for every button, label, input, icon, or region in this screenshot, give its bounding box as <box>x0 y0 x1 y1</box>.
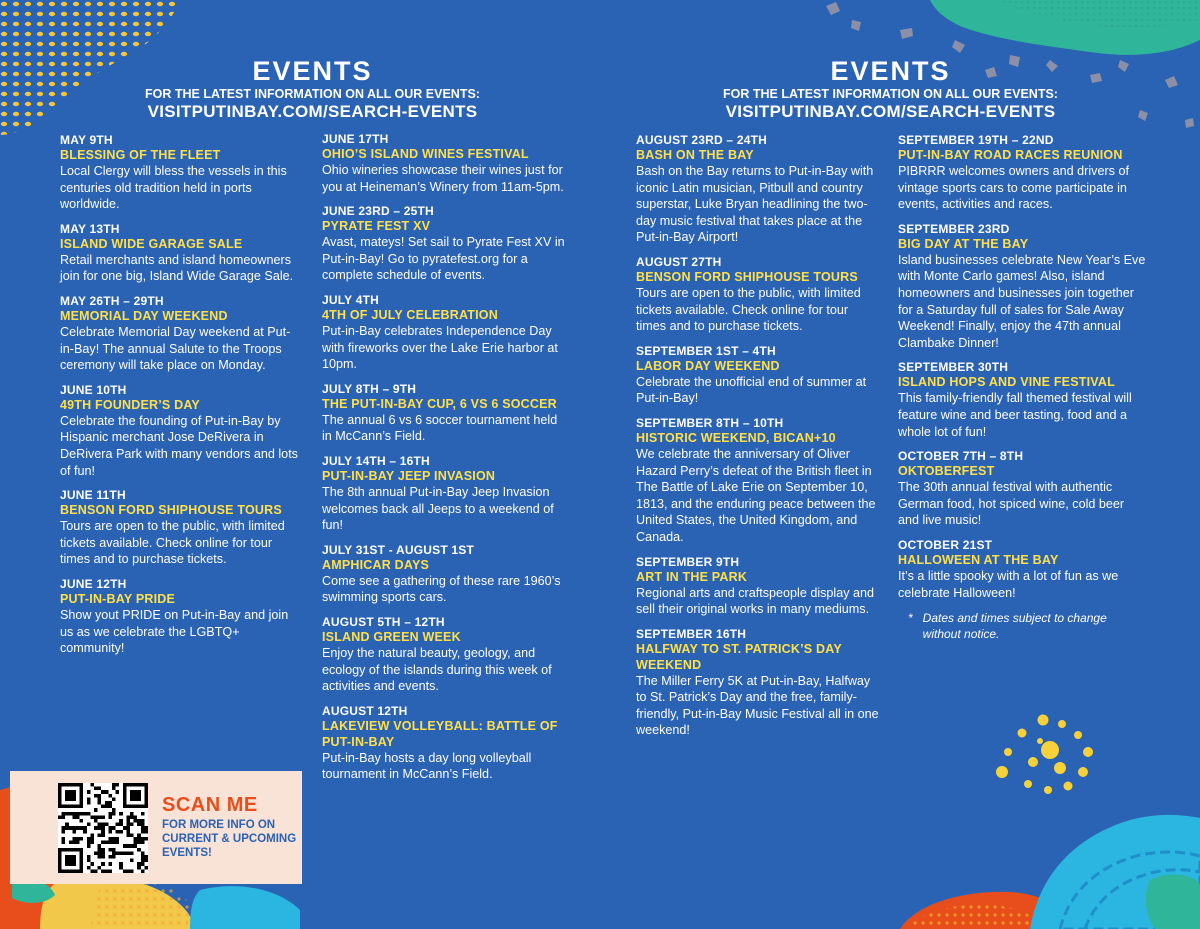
event-name: PUT-IN-BAY JEEP INVASION <box>322 468 496 483</box>
event-item <box>60 294 300 374</box>
event-date: SEPTEMBER 8TH – 10TH <box>636 415 784 430</box>
event-name: MEMORIAL DAY WEEKEND <box>60 308 228 323</box>
event-name: AMPHICAR DAYS <box>322 557 430 572</box>
events-title: EVENTS <box>252 56 373 86</box>
event-item <box>636 255 881 335</box>
event-date: JUNE 23RD – 25TH <box>322 204 434 219</box>
event-description: Celebrate Memorial Day weekend at Put-in-Bay! The annual Salute to the Troops ceremony will take place on Monday. <box>60 324 291 373</box>
events-title: EVENTS <box>830 56 951 86</box>
events-subtitle: FOR THE LATEST INFORMATION ON ALL OUR EVENTS: <box>723 87 1058 101</box>
event-name: 49TH FOUNDER’S DAY <box>60 397 200 412</box>
event-date: SEPTEMBER 23RD <box>898 221 1010 236</box>
event-date: OCTOBER 21ST <box>898 537 993 552</box>
event-name: PUT-IN-BAY PRIDE <box>60 591 176 606</box>
asterisk: * <box>908 611 913 626</box>
events-url-link[interactable]: VISITPUTINBAY.COM/SEARCH-EVENTS <box>147 102 478 121</box>
event-date: SEPTEMBER 30TH <box>898 360 1009 375</box>
event-date: MAY 26TH – 29TH <box>60 293 164 308</box>
event-name: HALFWAY TO ST. PATRICK’S DAY WEEKEND <box>636 641 842 672</box>
event-item <box>898 222 1148 352</box>
event-name: ISLAND GREEN WEEK <box>322 629 461 644</box>
event-item <box>322 615 567 695</box>
event-item <box>60 577 300 657</box>
event-item <box>898 538 1148 601</box>
event-item <box>322 704 567 783</box>
event-item <box>636 555 881 618</box>
event-description: The Miller Ferry 5K at Put-in-Bay, Halfway to St. Patrick’s Day and the free, family-friendly, Put-in-Bay Music Festival all in one weekend! <box>636 673 879 738</box>
event-description: This family-friendly fall themed festival will feature wine and beer tasting, food and a whole lot of fun! <box>898 391 1132 439</box>
event-description: Tours are open to the public, with limited tickets available. Check online for tour times and to purchase tickets. <box>636 285 861 334</box>
event-description: Tours are open to the public, with limited tickets available. Check online for tour times and to purchase tickets. <box>60 519 285 567</box>
event-description: Avast, mateys! Set sail to Pyrate Fest XV in Put-in-Bay! Go to pyratefest.org for a complete schedule of events. <box>322 235 565 283</box>
event-item <box>322 382 567 445</box>
event-description: Celebrate the founding of Put-in-Bay by Hispanic merchant Jose DeRivera in DeRivera Park with many vendors and lots of fun! <box>60 413 298 478</box>
event-name: BASH ON THE BAY <box>636 148 754 162</box>
cyan-blob-left <box>190 886 300 929</box>
event-item <box>322 293 567 373</box>
event-description: The 8th annual Put-in-Bay Jeep Invasion welcomes back all Jeeps to a weekend of fun! <box>322 484 554 533</box>
event-date: AUGUST 5TH – 12TH <box>322 614 445 629</box>
event-date: JULY 14TH – 16TH <box>322 453 430 468</box>
event-description: Put-in-Bay celebrates Independence Day with fireworks over the Lake Erie harbor at 10pm. <box>322 323 558 372</box>
event-description: Retail merchants and island homeowners join for one big, Island Wide Garage Sale. <box>60 252 294 284</box>
event-description: Put-in-Bay hosts a day long volleyball tournament in McCann’s Field. <box>322 750 532 782</box>
events-column-2 <box>322 132 567 792</box>
left-events-header <box>120 56 505 122</box>
event-date: SEPTEMBER 1ST – 4TH <box>636 343 776 358</box>
event-date: SEPTEMBER 16TH <box>636 626 747 641</box>
scan-me-callout <box>162 795 297 860</box>
event-name: ART IN THE PARK <box>636 569 748 584</box>
event-date: AUGUST 27TH <box>636 254 722 269</box>
event-date: SEPTEMBER 9TH <box>636 554 740 569</box>
event-date: AUGUST 12TH <box>322 703 408 718</box>
event-date: OCTOBER 7TH – 8TH <box>898 449 1024 464</box>
event-date: MAY 13TH <box>60 221 120 236</box>
event-item <box>60 488 300 568</box>
event-name: BENSON FORD SHIPHOUSE TOURS <box>60 503 282 518</box>
event-date: AUGUST 23RD – 24TH <box>636 133 767 147</box>
event-description: Regional arts and craftspeople display and sell their original works in many mediums. <box>636 585 875 617</box>
dates-disclaimer <box>908 610 1148 642</box>
event-description: Bash on the Bay returns to Put-in-Bay with iconic Latin musician, Pitbull and country superstar, Luke Bryan headlining the two-day music festival that takes place at the Put-in-Bay Airport! <box>636 164 874 245</box>
event-description: Ohio wineries showcase their wines just for you at Heineman’s Winery from 11am-5pm. <box>322 163 564 194</box>
event-name: PYRATE FEST XV <box>322 219 431 234</box>
event-item <box>898 133 1148 213</box>
event-item <box>636 627 881 739</box>
yellow-dot-ring <box>996 715 1093 795</box>
event-description: PIBRRR welcomes owners and drivers of vintage sports cars to come participate in events, activities and races. <box>898 164 1129 212</box>
event-name: 4TH OF JULY CELEBRATION <box>322 307 498 322</box>
event-item <box>636 344 881 407</box>
event-name: LABOR DAY WEEKEND <box>636 358 780 373</box>
event-date: JULY 31ST - AUGUST 1ST <box>322 542 474 557</box>
event-description: Local Clergy will bless the vessels in this centuries old tradition held in ports worldwide. <box>60 164 287 212</box>
events-column-1 <box>60 133 300 666</box>
event-date: JUNE 12TH <box>60 576 127 591</box>
right-events-header <box>698 56 1083 122</box>
event-description: The 30th annual festival with authentic German food, hot spiced wine, cold beer and live music! <box>898 480 1125 528</box>
event-item <box>898 360 1148 440</box>
event-item <box>322 543 567 606</box>
event-date: SEPTEMBER 19TH – 22ND <box>898 133 1054 147</box>
event-item <box>898 449 1148 529</box>
event-date: JUNE 11TH <box>60 488 126 503</box>
event-description: Come see a gathering of these rare 1960’s swimming sports cars. <box>322 573 561 605</box>
event-item <box>60 383 300 479</box>
event-date: MAY 9TH <box>60 133 113 147</box>
event-date: JUNE 10TH <box>60 382 127 397</box>
event-description: Enjoy the natural beauty, geology, and ecology of the islands during this week of activities and events. <box>322 645 552 694</box>
event-name: BENSON FORD SHIPHOUSE TOURS <box>636 269 858 284</box>
event-description: We celebrate the anniversary of Oliver Hazard Perry’s defeat of the British fleet in The Battle of Lake Erie on September 10, 1813, and the enduring peace between the United States, the United Kingdom, and Canada. <box>636 446 876 544</box>
event-date: JULY 4TH <box>322 292 379 307</box>
event-date: JUNE 17TH <box>322 132 389 146</box>
events-url-link[interactable]: VISITPUTINBAY.COM/SEARCH-EVENTS <box>725 102 1056 121</box>
event-description: The annual 6 vs 6 soccer tournament held in McCann’s Field. <box>322 412 558 444</box>
events-subtitle: FOR THE LATEST INFORMATION ON ALL OUR EVENTS: <box>145 87 480 101</box>
event-item <box>636 416 881 546</box>
event-name: HALLOWEEN AT THE BAY <box>898 552 1059 567</box>
event-item <box>60 222 300 285</box>
events-column-4 <box>898 133 1148 642</box>
event-name: BIG DAY AT THE BAY <box>898 236 1029 251</box>
event-item <box>322 132 567 195</box>
event-name: OHIO’S ISLAND WINES FESTIVAL <box>322 147 529 161</box>
event-name: HISTORIC WEEKEND, BICAN+10 <box>636 430 836 445</box>
event-item <box>322 204 567 284</box>
event-description: Show yout PRIDE on Put-in-Bay and join us as we celebrate the LGBTQ+ community! <box>60 607 289 656</box>
scan-me-label: SCAN ME <box>162 794 258 816</box>
event-date: JULY 8TH – 9TH <box>322 381 417 396</box>
qr-panel <box>10 771 302 884</box>
scan-me-info: FOR MORE INFO ON CURRENT & UPCOMING EVENTS! <box>162 819 297 859</box>
qr-code-icon[interactable] <box>58 783 148 873</box>
event-name: PUT-IN-BAY ROAD RACES REUNION <box>898 148 1123 162</box>
event-description: Island businesses celebrate New Year’s Eve with Monte Carlo games! Also, island homeowners and businesses join together for a Saturday full of sales for Sale Away Weekend! Finally, enjoy the 47th annual Clambake Dinner! <box>898 252 1146 350</box>
event-item <box>60 133 300 213</box>
event-name: OKTOBERFEST <box>898 464 995 479</box>
event-description: Celebrate the unofficial end of summer at Put-in-Bay! <box>636 374 867 406</box>
event-name: ISLAND HOPS AND VINE FESTIVAL <box>898 375 1115 390</box>
events-column-3 <box>636 133 881 748</box>
event-name: BLESSING OF THE FLEET <box>60 148 221 162</box>
event-description: It’s a little spooky with a lot of fun as we celebrate Halloween! <box>898 568 1119 600</box>
event-item <box>322 454 567 534</box>
disclaimer-text: Dates and times subject to change without notice. <box>922 611 1107 642</box>
event-name: THE PUT-IN-BAY CUP, 6 VS 6 SOCCER <box>322 396 557 411</box>
event-name: LAKEVIEW VOLLEYBALL: BATTLE OF PUT-IN-BAY <box>322 718 558 749</box>
event-item <box>636 133 881 246</box>
event-name: ISLAND WIDE GARAGE SALE <box>60 236 243 251</box>
